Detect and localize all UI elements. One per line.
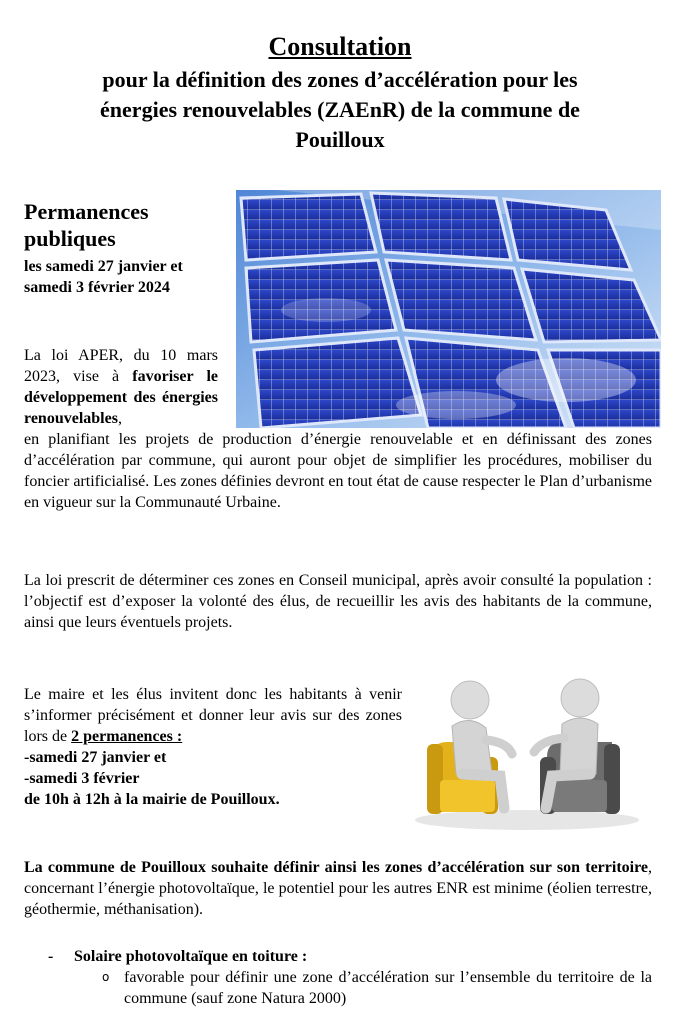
time-location: de 10h à 12h à la mairie de Pouilloux. bbox=[24, 791, 280, 808]
law-paragraph: La loi prescrit de déterminer ces zones en Conseil municipal, après avoir consulté la population : l’objectif est d’exposer la volonté des élus, de recueillir les avis des habitants de la commune, ainsi que leurs éventuels projets. bbox=[24, 572, 652, 631]
intro-emphasis: favoriser le développement des énergies renouvelables bbox=[24, 368, 218, 427]
intro-text: La loi APER, du 10 mars 2023, vise à bbox=[24, 347, 218, 385]
list-dash: - bbox=[48, 948, 54, 965]
permanences-dates bbox=[24, 256, 229, 298]
sub-list-item bbox=[102, 967, 652, 1009]
document-subtitle bbox=[60, 65, 620, 155]
date-line-2: -samedi 3 février bbox=[24, 770, 140, 787]
intro-paragraph bbox=[24, 345, 218, 429]
document-title: Consultation bbox=[268, 32, 412, 61]
permanences-heading-line-2: publiques bbox=[24, 226, 116, 251]
list-item-solar-roof bbox=[48, 946, 307, 967]
commune-text: , concernant l’énergie photovoltaïque, le potentiel pour les autres ENR est minime (éolien terrestre, géothermie, méthanisation). bbox=[24, 859, 652, 918]
permanences-heading-line-1: Permanences bbox=[24, 199, 149, 224]
sub-list-text: favorable pour définir une zone d’accélération sur l’ensemble du territoire de la commune (sauf zone Natura 2000) bbox=[124, 969, 652, 1007]
circle-bullet-icon: o bbox=[102, 970, 110, 984]
permanences-heading bbox=[24, 198, 224, 252]
permanences-dates-line-2: samedi 3 février 2024 bbox=[24, 279, 170, 296]
mayor-text: Le maire et les élus invitent donc les habitants à venir s’informer précisément et donner leur avis sur des zones lors de bbox=[24, 686, 402, 745]
solar-panel-image bbox=[236, 190, 661, 428]
intro-continuation: en planifiant les projets de production d’énergie renouvelable et en définissant des zones d’accélération par commune, qui auront pour objet de simplifier les procédures, mobiliser du foncier artificialisé. Les zones définies devront en tout état de cause respecter le Plan d’urbanisme en vigueur sur la Communauté Urbaine. bbox=[24, 431, 652, 511]
two-figures-icon bbox=[412, 662, 642, 834]
subtitle-line-1: pour la définition des zones d’accélération pour les bbox=[102, 67, 578, 92]
solar-panel-icon bbox=[236, 190, 661, 428]
date-line-1: -samedi 27 janvier et bbox=[24, 749, 167, 766]
subtitle-line-3: Pouilloux bbox=[295, 127, 385, 152]
commune-paragraph bbox=[24, 857, 652, 920]
subtitle-line-2: énergies renouvelables (ZAEnR) de la commune de bbox=[100, 97, 580, 122]
permanences-dates-line-1: les samedi 27 janvier et bbox=[24, 258, 183, 275]
meeting-figures-image bbox=[412, 662, 642, 834]
intro-comma: , bbox=[117, 410, 122, 427]
permanences-count: 2 permanences : bbox=[71, 728, 183, 745]
list-item-label: Solaire photovoltaïque en toiture : bbox=[74, 948, 308, 965]
commune-emphasis: La commune de Pouilloux souhaite définir ainsi les zones d’accélération sur son territoire bbox=[24, 859, 648, 876]
mayor-paragraph bbox=[24, 684, 402, 810]
